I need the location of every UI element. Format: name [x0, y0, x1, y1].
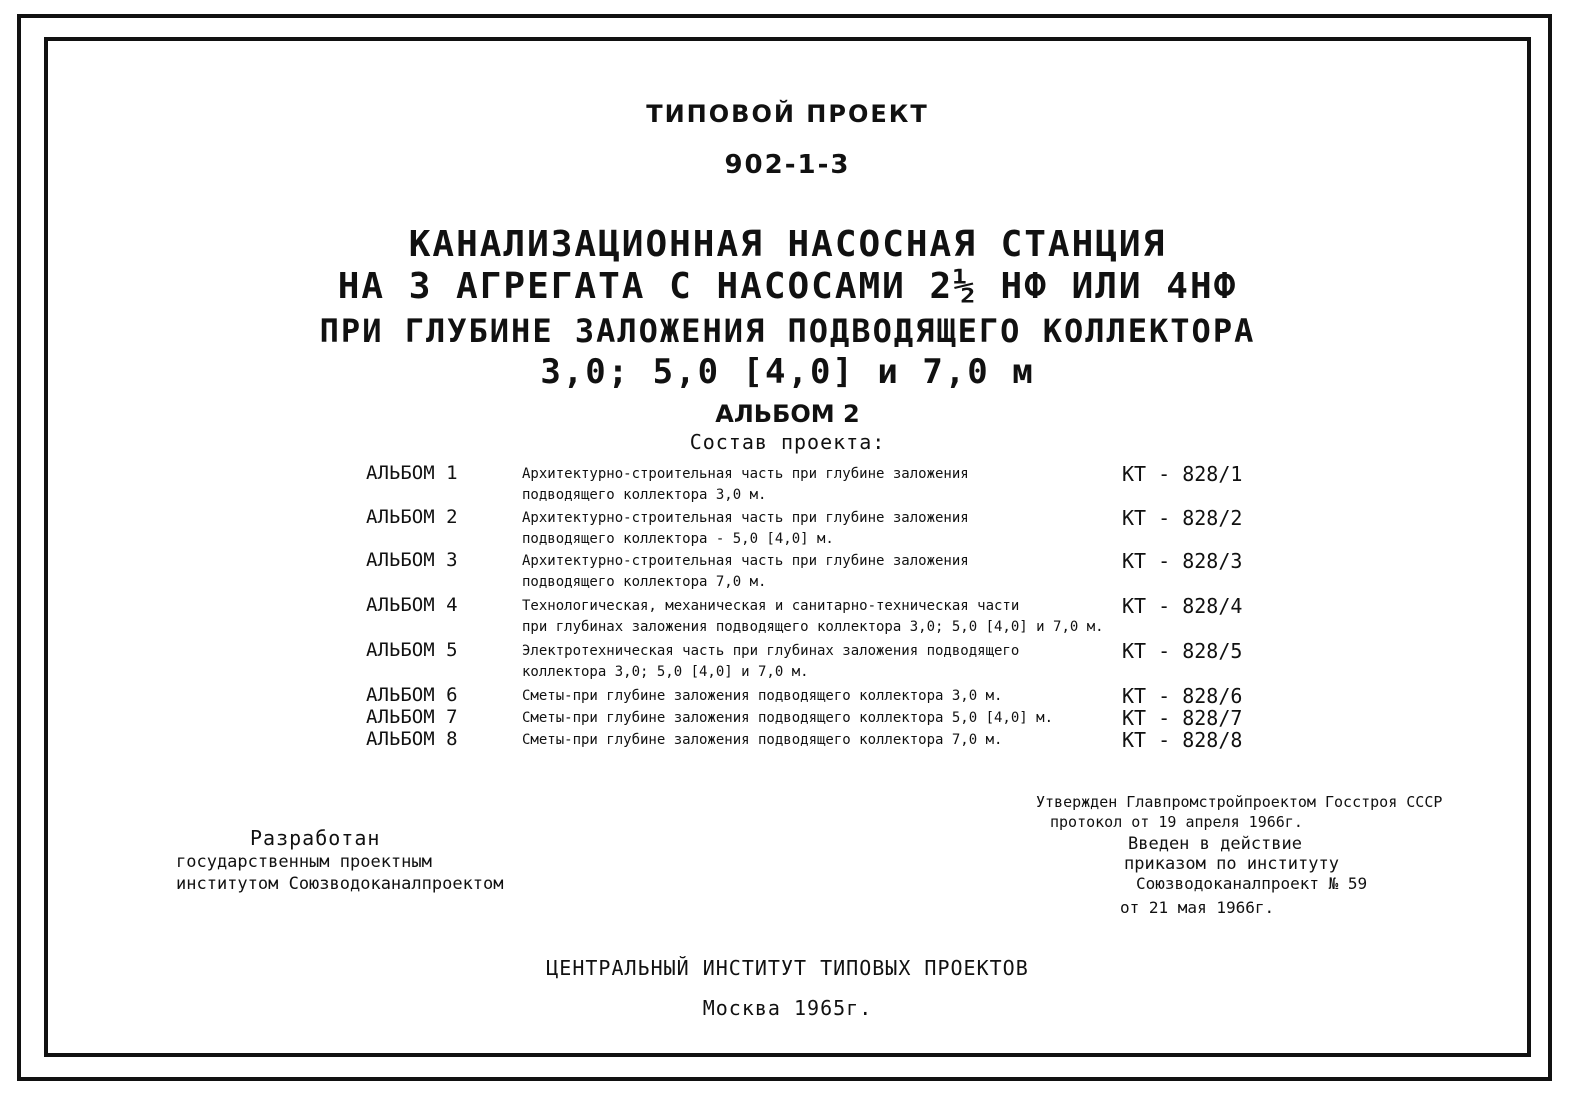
album-code: КТ - 828/2: [1122, 506, 1243, 530]
album-desc-line2: подводящего коллектора - 5,0 [4,0] м.: [522, 531, 834, 547]
album-description: [522, 508, 1082, 550]
title-line-3: ПРИ ГЛУБИНЕ ЗАЛОЖЕНИЯ ПОДВОДЯЩЕГО КОЛЛЕКТОРА: [319, 312, 1256, 350]
album-code: КТ - 828/5: [1122, 639, 1243, 663]
project-number: 902-1-3: [724, 150, 851, 180]
album-name: АЛЬБОМ 2: [366, 506, 458, 528]
album-desc-line2: подводящего коллектора 3,0 м.: [522, 487, 767, 503]
album-description: [522, 596, 1104, 638]
album-name: АЛЬБОМ 4: [366, 594, 458, 616]
album-code: КТ - 828/6: [1122, 684, 1243, 708]
title-line-1: КАНАЛИЗАЦИОННАЯ НАСОСНАЯ СТАНЦИЯ: [408, 224, 1167, 265]
title-line-2: НА 3 АГРЕГАТА С НАСОСАМИ 2½ НФ ИЛИ 4НФ: [337, 266, 1238, 307]
title-line-4: 3,0; 5,0 [4,0] и 7,0 м: [540, 352, 1035, 392]
album-desc-line1: Сметы-при глубине заложения подводящего коллектора 3,0 м.: [522, 688, 1003, 704]
developer-title: Разработан: [250, 826, 381, 850]
approval-line-2: протокол от 19 апреля 1966г.: [1050, 813, 1303, 831]
album-code: КТ - 828/7: [1122, 706, 1243, 730]
album-desc-line2: при глубинах заложения подводящего коллектора 3,0; 5,0 [4,0] и 7,0 м.: [522, 619, 1104, 635]
album-description: [522, 551, 1082, 593]
album-desc-line1: Архитектурно-строительная часть при глубине заложения: [522, 510, 969, 526]
album-desc-line1: Технологическая, механическая и санитарно-техническая части: [522, 598, 1020, 614]
album-code: КТ - 828/4: [1122, 594, 1243, 618]
album-desc-line1: Сметы-при глубине заложения подводящего коллектора 5,0 [4,0] м.: [522, 710, 1054, 726]
album-name: АЛЬБОМ 5: [366, 639, 458, 661]
approval-line-1: Утвержден Главпромстройпроектом Госстроя СССР: [1036, 793, 1443, 811]
album-name: АЛЬБОМ 3: [366, 549, 458, 571]
album-label: АЛЬБОМ 2: [715, 400, 860, 428]
approval-line-6: от 21 мая 1966г.: [1120, 898, 1275, 917]
album-desc-line1: Архитектурно-строительная часть при глубине заложения: [522, 466, 969, 482]
album-description: [522, 641, 1082, 683]
album-description: [522, 686, 1082, 707]
approval-line-5: Союзводоканалпроект № 59: [1136, 874, 1368, 893]
composition-label: Состав проекта:: [689, 430, 886, 454]
approval-line-3: Введен в действие: [1128, 834, 1302, 854]
album-code: КТ - 828/3: [1122, 549, 1243, 573]
album-description: [522, 730, 1082, 751]
album-code: КТ - 828/1: [1122, 462, 1243, 486]
album-desc-line2: коллектора 3,0; 5,0 [4,0] и 7,0 м.: [522, 664, 809, 680]
album-name: АЛЬБОМ 1: [366, 462, 458, 484]
institute-name: ЦЕНТРАЛЬНЫЙ ИНСТИТУТ ТИПОВЫХ ПРОЕКТОВ: [546, 956, 1029, 980]
album-desc-line1: Электротехническая часть при глубинах заложения подводящего: [522, 643, 1020, 659]
developer-line-2: институтом Союзводоканалпроектом: [176, 874, 504, 894]
album-description: [522, 464, 1082, 506]
city-year: Москва 1965г.: [702, 996, 873, 1020]
album-desc-line1: Архитектурно-строительная часть при глубине заложения: [522, 553, 969, 569]
album-desc-line2: подводящего коллектора 7,0 м.: [522, 574, 767, 590]
album-name: АЛЬБОМ 6: [366, 684, 458, 706]
album-code: КТ - 828/8: [1122, 728, 1243, 752]
developer-line-1: государственным проектным: [176, 852, 432, 872]
type-label: ТИПОВОЙ ПРОЕКТ: [646, 100, 929, 128]
album-name: АЛЬБОМ 7: [366, 706, 458, 728]
album-description: [522, 708, 1082, 729]
album-name: АЛЬБОМ 8: [366, 728, 458, 750]
approval-line-4: приказом по институту: [1124, 854, 1339, 874]
album-desc-line1: Сметы-при глубине заложения подводящего коллектора 7,0 м.: [522, 732, 1003, 748]
